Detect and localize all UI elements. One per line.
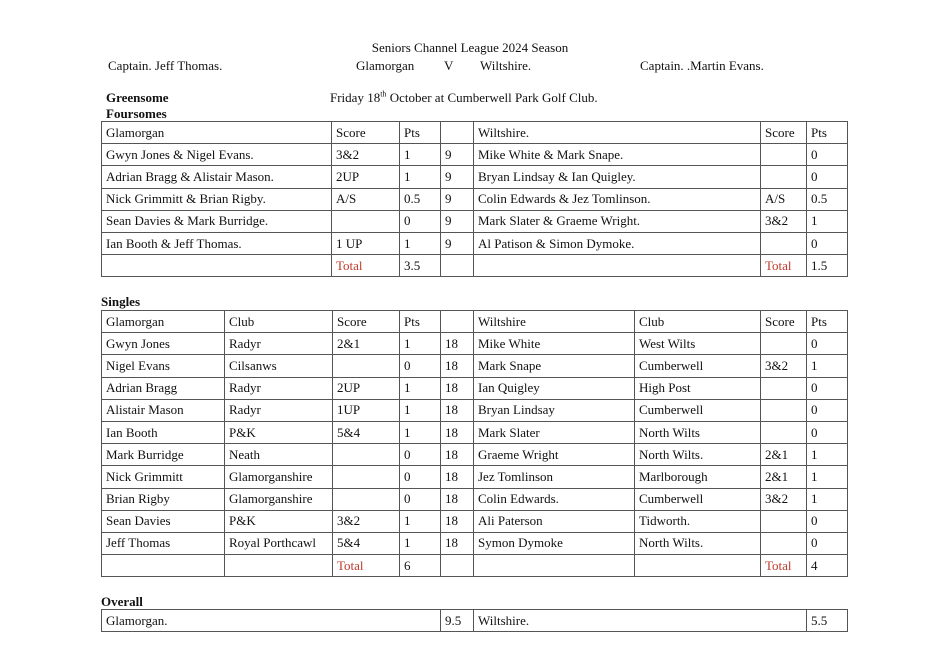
pts-right: 0 [807, 421, 848, 443]
pts-left: 1 [400, 510, 441, 532]
pts-right: 0 [807, 166, 848, 188]
total-right: 4 [807, 555, 848, 577]
foursomes-row [102, 232, 848, 254]
club-right: North Wilts [635, 421, 761, 443]
score-left: 1 UP [332, 232, 400, 254]
pts-left: 1 [400, 399, 441, 421]
handicap: 18 [441, 333, 474, 355]
singles-total-row [102, 555, 848, 577]
foursomes-header-row [102, 122, 848, 144]
pts-right: 0 [807, 399, 848, 421]
player-wiltshire: Graeme Wright [474, 444, 635, 466]
singles-row [102, 510, 848, 532]
header-col-pts-right: Pts [807, 311, 848, 333]
pts-right: 0 [807, 333, 848, 355]
pts-left: 1 [400, 232, 441, 254]
header-col-wiltshire: Wiltshire. [474, 122, 761, 144]
overall-right-team: Wiltshire. [474, 610, 807, 632]
singles-row [102, 399, 848, 421]
foursomes-heading-line2: Foursomes [106, 106, 167, 121]
club-right: West Wilts [635, 333, 761, 355]
club-left: Cilsanws [225, 355, 333, 377]
player-wiltshire: Jez Tomlinson [474, 466, 635, 488]
overall-row [102, 610, 848, 632]
foursomes-heading-line1: Greensome [106, 90, 169, 105]
player-glamorgan: Nigel Evans [102, 355, 225, 377]
score-right [761, 399, 807, 421]
date-rest: October at Cumberwell Park Golf Club. [386, 90, 598, 105]
club-left: Radyr [225, 333, 333, 355]
header-col-glamorgan: Glamorgan [102, 122, 332, 144]
total-right: 1.5 [807, 255, 848, 277]
score-right: 2&1 [761, 466, 807, 488]
score-left [333, 355, 400, 377]
handicap: 9 [441, 210, 474, 232]
handicap: 18 [441, 532, 474, 554]
score-left: 5&4 [333, 421, 400, 443]
blank-cell [225, 555, 333, 577]
header-col-pts-left: Pts [400, 311, 441, 333]
score-left: 2&1 [333, 333, 400, 355]
pts-right: 0 [807, 510, 848, 532]
player-glamorgan: Mark Burridge [102, 444, 225, 466]
score-left: A/S [332, 188, 400, 210]
singles-table [101, 310, 848, 577]
header-col-handicap [441, 311, 474, 333]
overall-heading: Overall [101, 594, 143, 609]
header-col-pts-right: Pts [807, 122, 848, 144]
foursomes-row [102, 210, 848, 232]
club-left: P&K [225, 421, 333, 443]
score-right [761, 166, 807, 188]
score-right [761, 532, 807, 554]
versus-label: V [444, 58, 454, 73]
pair-glamorgan: Gwyn Jones & Nigel Evans. [102, 144, 332, 166]
document-title: Seniors Channel League 2024 Season [371, 40, 569, 55]
blank-cell [102, 555, 225, 577]
score-left [332, 210, 400, 232]
blank-cell [635, 555, 761, 577]
blank-cell [441, 255, 474, 277]
team-right: Wiltshire. [480, 58, 532, 73]
club-right: Cumberwell [635, 488, 761, 510]
club-right: Marlborough [635, 466, 761, 488]
handicap: 18 [441, 510, 474, 532]
date-suffix: th [380, 89, 387, 99]
pts-right: 0 [807, 377, 848, 399]
pair-wiltshire: Mike White & Mark Snape. [474, 144, 761, 166]
score-right [761, 144, 807, 166]
score-right: A/S [761, 188, 807, 210]
player-glamorgan: Brian Rigby [102, 488, 225, 510]
overall-table [101, 609, 848, 632]
blank-cell [441, 555, 474, 577]
total-left: 3.5 [400, 255, 441, 277]
score-right: 3&2 [761, 488, 807, 510]
score-left [333, 488, 400, 510]
pts-right: 1 [807, 210, 848, 232]
club-left: Neath [225, 444, 333, 466]
handicap: 9 [441, 188, 474, 210]
overall-left-team: Glamorgan. [102, 610, 441, 632]
score-left: 3&2 [332, 144, 400, 166]
pts-left: 1 [400, 532, 441, 554]
foursomes-table [101, 121, 848, 277]
club-right: Tidworth. [635, 510, 761, 532]
handicap: 9 [441, 166, 474, 188]
player-wiltshire: Mark Slater [474, 421, 635, 443]
pair-glamorgan: Nick Grimmitt & Brian Rigby. [102, 188, 332, 210]
club-left: Glamorganshire [225, 466, 333, 488]
foursomes-row [102, 166, 848, 188]
header-col-wiltshire: Wiltshire [474, 311, 635, 333]
pair-glamorgan: Ian Booth & Jeff Thomas. [102, 232, 332, 254]
player-wiltshire: Symon Dymoke [474, 532, 635, 554]
foursomes-row [102, 144, 848, 166]
pts-left: 0 [400, 466, 441, 488]
overall-right-score: 5.5 [807, 610, 848, 632]
pts-right: 0.5 [807, 188, 848, 210]
header-col-club-right: Club [635, 311, 761, 333]
score-left [333, 466, 400, 488]
pts-left: 0 [400, 488, 441, 510]
score-right [761, 510, 807, 532]
pts-right: 0 [807, 532, 848, 554]
foursomes-row [102, 188, 848, 210]
singles-header-row [102, 311, 848, 333]
pair-glamorgan: Adrian Bragg & Alistair Mason. [102, 166, 332, 188]
header-col-pts-left: Pts [400, 122, 441, 144]
player-wiltshire: Ali Paterson [474, 510, 635, 532]
singles-row [102, 488, 848, 510]
score-left: 3&2 [333, 510, 400, 532]
player-glamorgan: Nick Grimmitt [102, 466, 225, 488]
header-col-handicap [441, 122, 474, 144]
club-right: Cumberwell [635, 399, 761, 421]
pts-left: 0 [400, 210, 441, 232]
club-left: Royal Porthcawl [225, 532, 333, 554]
pair-glamorgan: Sean Davies & Mark Burridge. [102, 210, 332, 232]
pts-right: 0 [807, 232, 848, 254]
pts-left: 1 [400, 421, 441, 443]
date-prefix: Friday 18 [330, 90, 381, 105]
total-label: Total [761, 255, 807, 277]
match-date [330, 90, 598, 106]
pair-wiltshire: Al Patison & Simon Dymoke. [474, 232, 761, 254]
pts-right: 1 [807, 355, 848, 377]
score-right: 3&2 [761, 210, 807, 232]
blank-cell [474, 255, 761, 277]
singles-heading: Singles [101, 294, 141, 309]
pts-left: 1 [400, 144, 441, 166]
club-right: North Wilts. [635, 532, 761, 554]
total-label: Total [761, 555, 807, 577]
player-wiltshire: Bryan Lindsay [474, 399, 635, 421]
score-left [333, 444, 400, 466]
overall-left-score: 9.5 [441, 610, 474, 632]
club-left: Radyr [225, 399, 333, 421]
pts-right: 0 [807, 144, 848, 166]
pts-left: 1 [400, 166, 441, 188]
handicap: 9 [441, 144, 474, 166]
header-col-glamorgan: Glamorgan [102, 311, 225, 333]
total-label: Total [332, 255, 400, 277]
team-left: Glamorgan [356, 58, 415, 73]
singles-row [102, 421, 848, 443]
header-col-score-right: Score [761, 122, 807, 144]
singles-row [102, 355, 848, 377]
singles-row [102, 532, 848, 554]
captain-right: Captain. .Martin Evans. [640, 58, 764, 73]
total-label: Total [333, 555, 400, 577]
pair-wiltshire: Bryan Lindsay & Ian Quigley. [474, 166, 761, 188]
singles-row [102, 377, 848, 399]
pts-left: 0 [400, 444, 441, 466]
handicap: 18 [441, 444, 474, 466]
player-wiltshire: Mark Snape [474, 355, 635, 377]
club-left: P&K [225, 510, 333, 532]
club-right: Cumberwell [635, 355, 761, 377]
player-glamorgan: Sean Davies [102, 510, 225, 532]
pts-left: 0 [400, 355, 441, 377]
pts-right: 1 [807, 444, 848, 466]
club-left: Glamorganshire [225, 488, 333, 510]
pts-right: 1 [807, 488, 848, 510]
handicap: 18 [441, 355, 474, 377]
score-right: 2&1 [761, 444, 807, 466]
club-right: North Wilts. [635, 444, 761, 466]
player-glamorgan: Ian Booth [102, 421, 225, 443]
header-col-club-left: Club [225, 311, 333, 333]
total-left: 6 [400, 555, 441, 577]
header-col-score-right: Score [761, 311, 807, 333]
handicap: 9 [441, 232, 474, 254]
score-left: 5&4 [333, 532, 400, 554]
pts-left: 1 [400, 333, 441, 355]
header-col-score-left: Score [332, 122, 400, 144]
handicap: 18 [441, 421, 474, 443]
pair-wiltshire: Colin Edwards & Jez Tomlinson. [474, 188, 761, 210]
player-glamorgan: Alistair Mason [102, 399, 225, 421]
pts-left: 1 [400, 377, 441, 399]
player-glamorgan: Gwyn Jones [102, 333, 225, 355]
blank-cell [102, 255, 332, 277]
player-glamorgan: Adrian Bragg [102, 377, 225, 399]
handicap: 18 [441, 466, 474, 488]
score-left: 2UP [332, 166, 400, 188]
pair-wiltshire: Mark Slater & Graeme Wright. [474, 210, 761, 232]
singles-row [102, 333, 848, 355]
singles-row [102, 466, 848, 488]
score-right [761, 377, 807, 399]
score-right: 3&2 [761, 355, 807, 377]
player-wiltshire: Colin Edwards. [474, 488, 635, 510]
singles-row [102, 444, 848, 466]
player-wiltshire: Mike White [474, 333, 635, 355]
score-right [761, 232, 807, 254]
handicap: 18 [441, 399, 474, 421]
blank-cell [474, 555, 635, 577]
club-left: Radyr [225, 377, 333, 399]
pts-right: 1 [807, 466, 848, 488]
header-col-score-left: Score [333, 311, 400, 333]
player-wiltshire: Ian Quigley [474, 377, 635, 399]
handicap: 18 [441, 377, 474, 399]
player-glamorgan: Jeff Thomas [102, 532, 225, 554]
pts-left: 0.5 [400, 188, 441, 210]
score-left: 1UP [333, 399, 400, 421]
foursomes-total-row [102, 255, 848, 277]
score-left: 2UP [333, 377, 400, 399]
captain-left: Captain. Jeff Thomas. [108, 58, 223, 73]
score-right [761, 421, 807, 443]
handicap: 18 [441, 488, 474, 510]
club-right: High Post [635, 377, 761, 399]
score-right [761, 333, 807, 355]
